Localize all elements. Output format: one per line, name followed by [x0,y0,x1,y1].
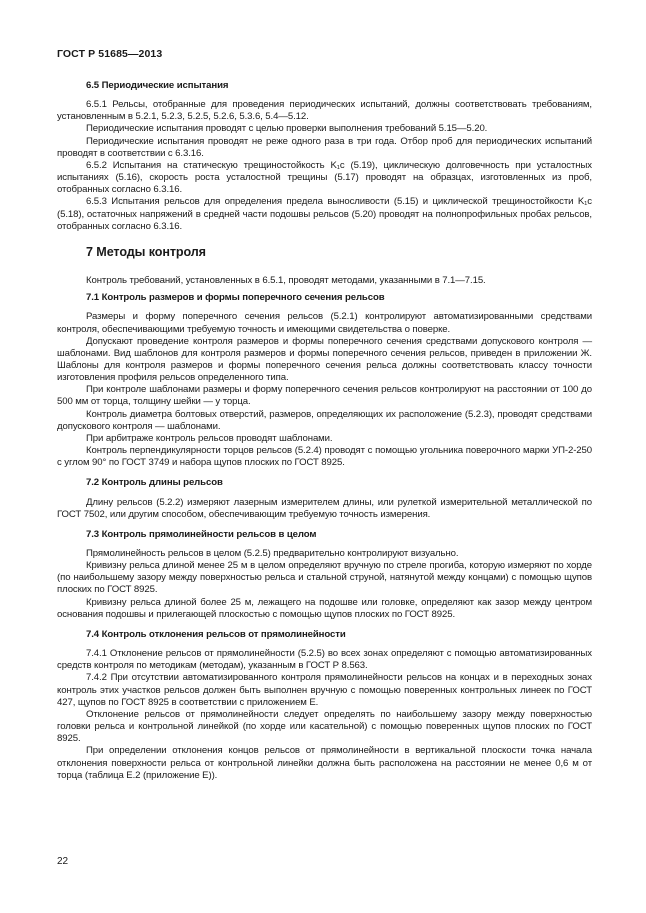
section-7-1-title: 7.1 Контроль размеров и формы поперечного сечения рельсов [86,292,385,304]
paragraph: Периодические испытания проводят не реже одного раза в три года. Отбор проб для периодических испытаний проводят в соответствии с 6.3.16. [57,135,592,159]
paragraph: Периодические испытания проводят с целью проверки выполнения требований 5.15—5.20. [86,123,488,135]
document-body [57,80,592,782]
paragraph: При определении отклонения концов рельсов от прямолинейности в вертикальной плоскости точка начала отклонения поверхности рельса от контрольной линейки должна быть расположена на расстоянии не менее 0,6 м от торца (таблица Е.2 (приложение Е)). [57,745,592,781]
paragraph: Прямолинейность рельсов в целом (5.2.5) предварительно контролируют визуально. [86,548,459,559]
paragraph: Отклонение рельсов от прямолинейности следует определять по наибольшему зазору между поверхностью головки рельса и контрольной линейкой (по хорде или касательной) с помощью поверенных щупов плоских по ГОСТ 8925. [57,708,592,745]
section-7-3-title: 7.3 Контроль прямолинейности рельсов в целом [86,528,317,540]
chapter-7-title: 7 Методы контроля [86,244,206,259]
paragraph: 7.4.1 Отклонение рельсов от прямолинейности (5.2.5) во всех зонах определяют с помощью автоматизированных средств контроля по методикам (методам), указанным в ГОСТ Р 8.563. [57,648,592,672]
paragraph: Размеры и форму поперечного сечения рельсов (5.2.1) контролируют автоматизированными средствами контроля, обеспечивающими требуемую точность и имеющими свидетельства о поверке. [57,311,592,335]
paragraph: 6.5.1 Рельсы, отобранные для проведения периодических испытаний, должны соответствовать требованиям, установленным в 5.2.1, 5.2.3, 5.2.5, 5.2.6, 5.3.6, 5.4—5.12. [57,99,592,123]
paragraph: Кривизну рельса длиной более 25 м, лежащего на подошве или головке, определяют как зазор между центром основания подошвы и прилегающей плоскостью с помощью щупов плоских по ГОСТ 8925. [57,596,592,620]
paragraph: Контроль перпендикулярности торцов рельсов (5.2.4) проводят с помощью угольника поверочного марки УП-2-250 с углом 90° по ГОСТ 3749 и набора щупов плоских по ГОСТ 8925. [57,445,592,469]
page-number: 22 [57,856,69,867]
paragraph: Допускают проведение контроля размеров и формы поперечного сечения средствами допускового контроля — шаблонами. Вид шаблонов для контроля размеров и формы поперечного сечения рельсов, приведен в приложении Ж. Шаблоны для контроля размеров и формы поперечного сечения рельса должны соответствовать классу точности изготовления профиля рельсов определенного типа. [57,335,592,384]
paragraph: При арбитраже контроль рельсов проводят шаблонами. [86,432,333,444]
section-6-5-title: 6.5 Периодические испытания [86,80,229,91]
paragraph: 6.5.3 Испытания рельсов для определения предела выносливости (5.15) и циклической трещиностойкости K₁c (5.18), остаточных напряжений в средней части подошвы рельсов (5.20) проводят на полнопрофильных пробах рельсов, отобранных согласно 6.3.16. [57,196,592,232]
document-standard-id: ГОСТ Р 51685—2013 [57,48,163,60]
section-7-4-title: 7.4 Контроль отклонения рельсов от прямолинейности [86,628,346,640]
section-7-2-title: 7.2 Контроль длины рельсов [86,477,223,489]
paragraph: При контроле шаблонами размеры и форму поперечного сечения рельсов контролируют на расстоянии от 100 до 500 мм от торца, толщину шейки — у торца. [57,384,592,408]
paragraph: Контроль диаметра болтовых отверстий, размеров, определяющих их расположение (5.2.3), проводят средствами допускового контроля — шаблонами. [57,408,592,432]
paragraph: 6.5.2 Испытания на статическую трещиностойкость K₁c (5.19), циклическую долговечность при усталостных испытаниях (5.16), скорость роста усталостной трещины (5.17) проводят на образцах, изготовленных из проб, отобранных согласно 6.3.16. [57,159,592,196]
paragraph: 7.4.2 При отсутствии автоматизированного контроля прямолинейности рельсов на концах и в переходных зонах контроль этих участков рельсов должен быть выполнен вручную с помощью поверенных контрольных линеек по ГОСТ 427, щупов по ГОСТ 8925 в соответствии с приложением Е. [57,672,592,708]
paragraph: Длину рельсов (5.2.2) измеряют лазерным измерителем длины, или рулеткой измерительной металлической по ГОСТ 7502, или другим способом, обеспечивающим требуемую точность измерения. [57,496,592,520]
paragraph: Кривизну рельса длиной менее 25 м в целом определяют вручную по стреле прогиба, которую измеряют по хорде (по наибольшему зазору между поверхностью рельса и стальной струной, натянутой между концами) с помощью щупов плоских по ГОСТ 8925. [57,560,592,596]
chapter-7-intro: Контроль требований, установленных в 6.5.1, проводят методами, указанными в 7.1—7.15. [86,275,486,287]
